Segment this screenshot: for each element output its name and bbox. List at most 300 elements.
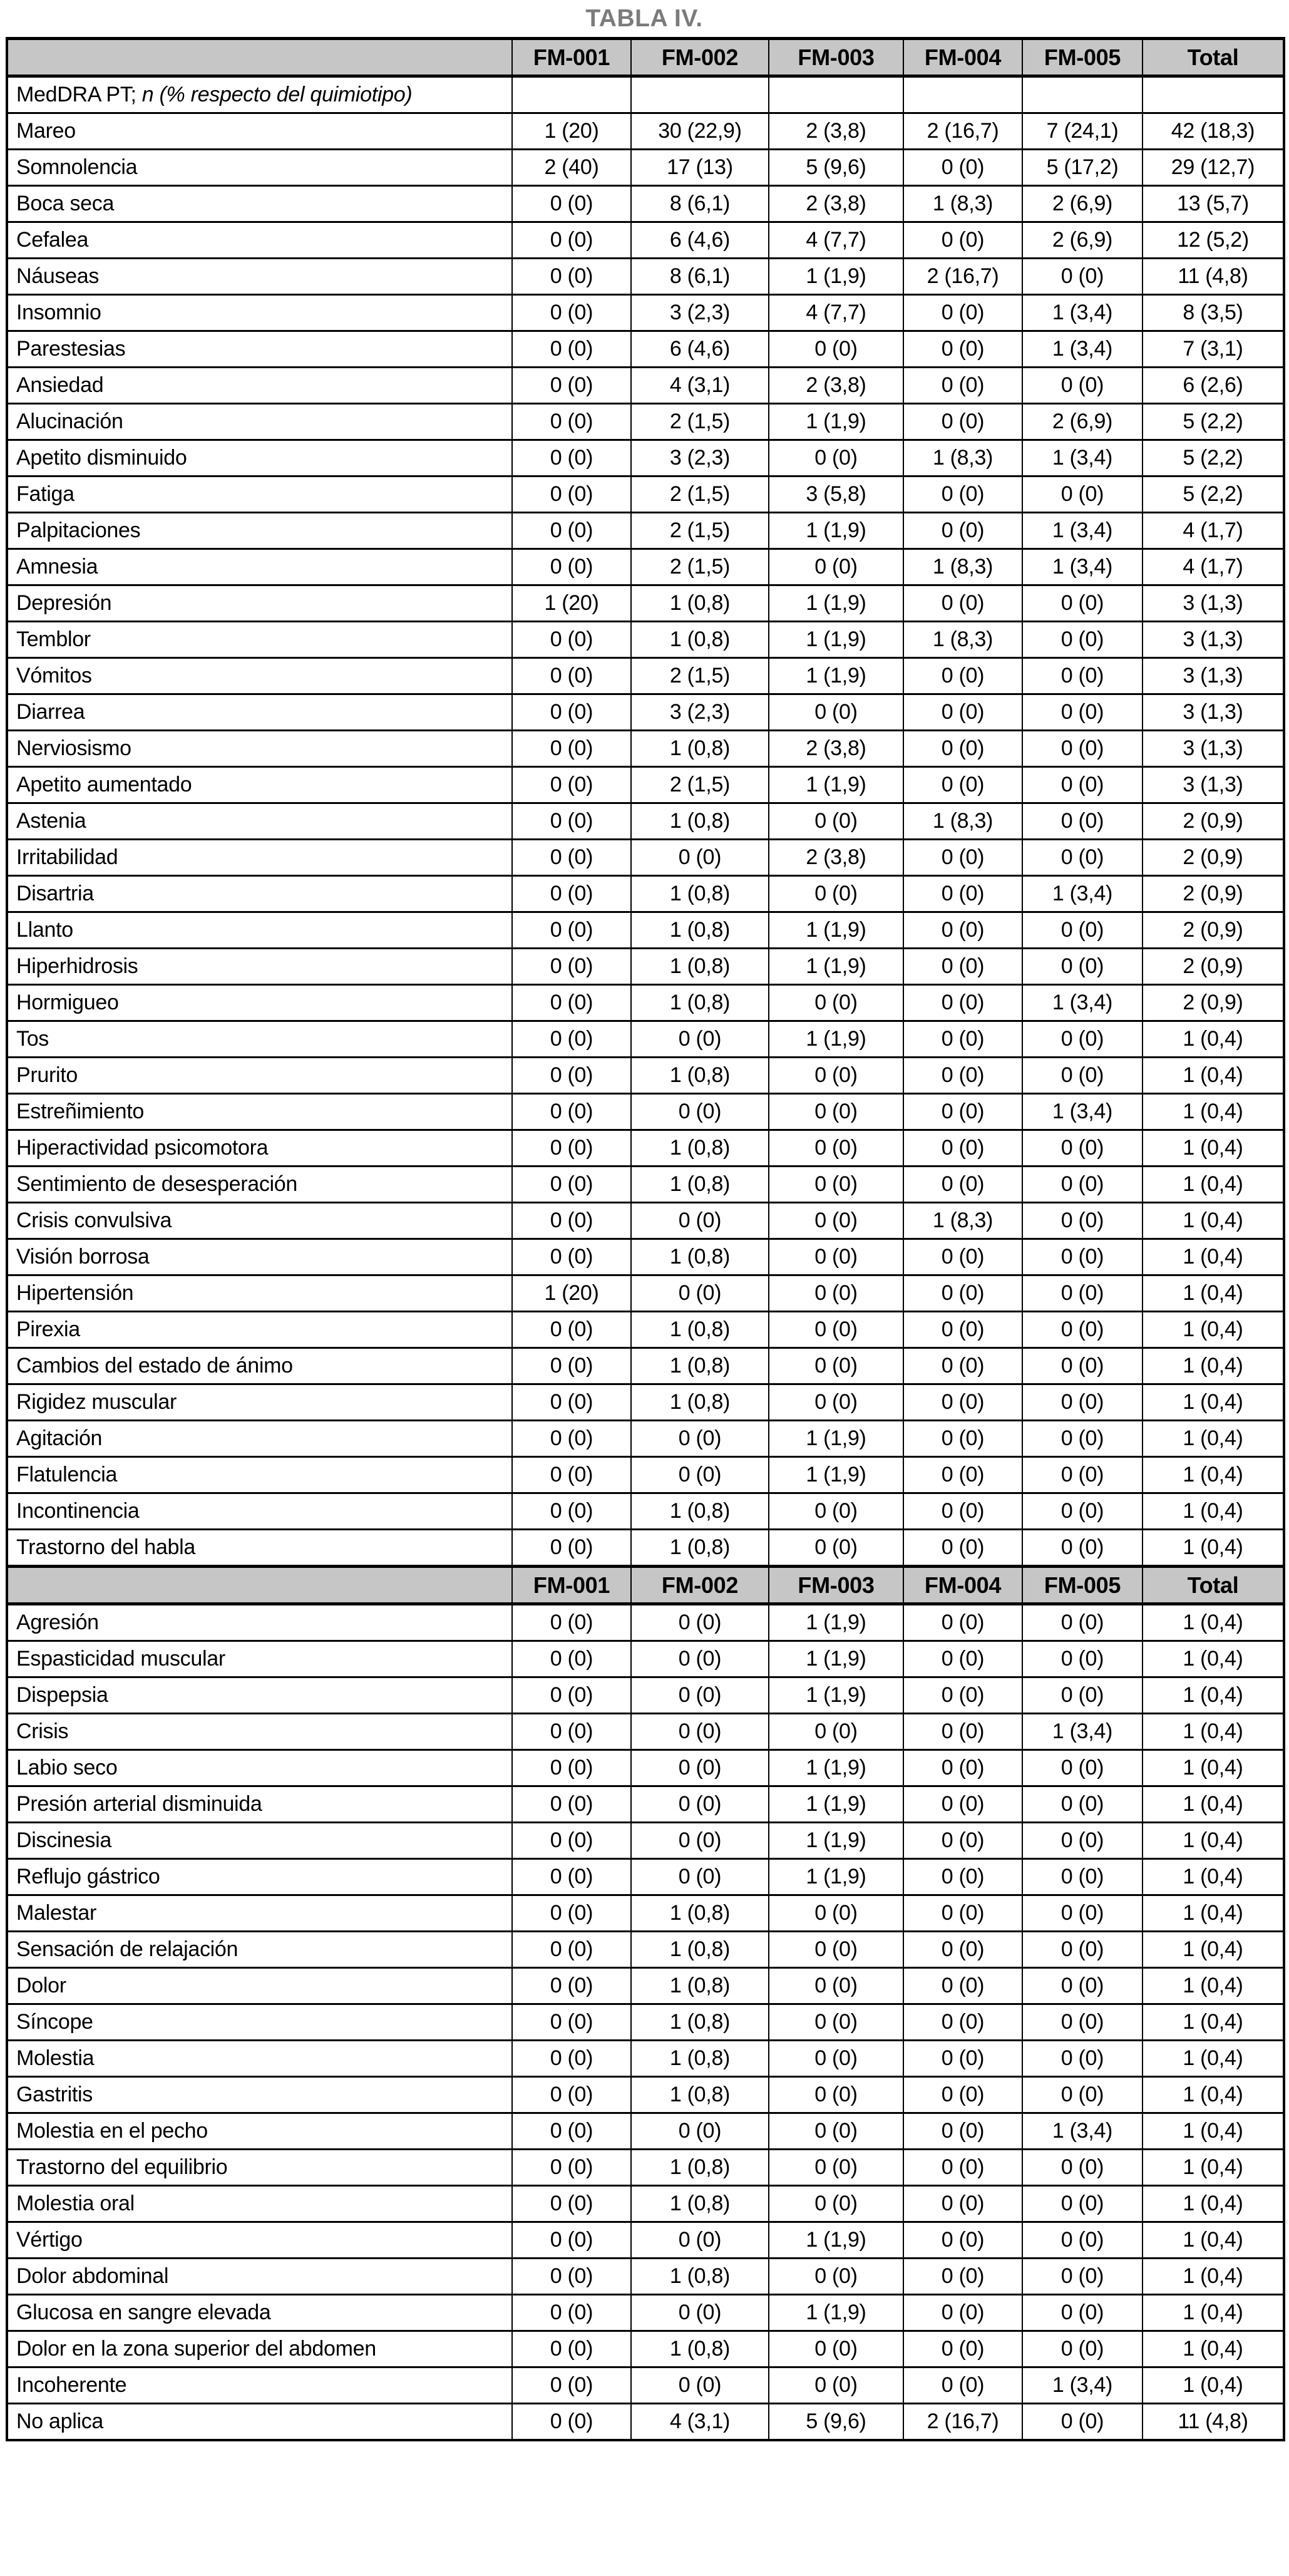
column-header-fm-005: FM-005	[1022, 1567, 1143, 1604]
row-label: Prurito	[7, 1058, 512, 1094]
cell-fm-002: 1 (0,8)	[631, 1932, 769, 1968]
cell-fm-004: 0 (0)	[903, 1968, 1022, 2004]
column-header-fm-005: FM-005	[1022, 39, 1143, 76]
cell-fm-005: 1 (3,4)	[1022, 876, 1143, 912]
cell-fm-003: 1 (1,9)	[769, 912, 903, 949]
cell-fm-001: 0 (0)	[512, 840, 631, 876]
cell-fm-003: 0 (0)	[769, 2186, 903, 2222]
table-row	[7, 658, 1284, 694]
table-row	[7, 2259, 1284, 2295]
row-label: Cambios del estado de ánimo	[7, 1348, 512, 1384]
table-row	[7, 767, 1284, 803]
empty-cell	[769, 76, 903, 113]
cell-fm-005: 0 (0)	[1022, 1604, 1143, 1641]
cell-fm-005: 0 (0)	[1022, 1058, 1143, 1094]
cell-fm-005: 0 (0)	[1022, 840, 1143, 876]
table-row	[7, 1750, 1284, 1786]
row-label: Molestia	[7, 2041, 512, 2077]
cell-fm-002: 1 (0,8)	[631, 622, 769, 658]
cell-fm-005: 0 (0)	[1022, 622, 1143, 658]
cell-fm-005: 0 (0)	[1022, 1750, 1143, 1786]
table-row	[7, 2367, 1284, 2404]
cell-fm-004: 0 (0)	[903, 1058, 1022, 1094]
table-row	[7, 2004, 1284, 2041]
row-label: Incoherente	[7, 2367, 512, 2404]
cell-fm-002: 3 (2,3)	[631, 440, 769, 477]
row-label: Disartria	[7, 876, 512, 912]
cell-total: 1 (0,4)	[1143, 2150, 1284, 2186]
cell-fm-001: 0 (0)	[512, 549, 631, 585]
cell-total: 1 (0,4)	[1143, 2331, 1284, 2367]
table-row	[7, 1130, 1284, 1167]
cell-fm-001: 0 (0)	[512, 2404, 631, 2441]
table-row	[7, 2404, 1284, 2441]
cell-fm-002: 17 (13)	[631, 150, 769, 186]
cell-total: 1 (0,4)	[1143, 1859, 1284, 1895]
cell-fm-004: 0 (0)	[903, 2150, 1022, 2186]
cell-fm-001: 0 (0)	[512, 1203, 631, 1239]
cell-fm-005: 0 (0)	[1022, 1384, 1143, 1421]
cell-fm-003: 1 (1,9)	[769, 658, 903, 694]
table-row	[7, 259, 1284, 295]
column-header-fm-003: FM-003	[769, 1567, 903, 1604]
cell-fm-002: 1 (0,8)	[631, 585, 769, 622]
cell-fm-002: 2 (1,5)	[631, 767, 769, 803]
cell-fm-002: 0 (0)	[631, 1714, 769, 1750]
cell-fm-003: 2 (3,8)	[769, 186, 903, 222]
cell-fm-001: 0 (0)	[512, 440, 631, 477]
cell-fm-005: 0 (0)	[1022, 2186, 1143, 2222]
cell-total: 1 (0,4)	[1143, 1641, 1284, 1677]
table-row	[7, 1530, 1284, 1567]
cell-fm-004: 0 (0)	[903, 2186, 1022, 2222]
table-row	[7, 331, 1284, 368]
cell-fm-005: 0 (0)	[1022, 2077, 1143, 2113]
cell-fm-001: 2 (40)	[512, 150, 631, 186]
row-label: Crisis	[7, 1714, 512, 1750]
cell-fm-001: 0 (0)	[512, 912, 631, 949]
row-label: Agresión	[7, 1604, 512, 1641]
cell-total: 1 (0,4)	[1143, 1239, 1284, 1275]
cell-fm-004: 0 (0)	[903, 2113, 1022, 2150]
cell-fm-003: 0 (0)	[769, 1094, 903, 1130]
cell-fm-004: 0 (0)	[903, 295, 1022, 331]
row-label: Llanto	[7, 912, 512, 949]
cell-fm-001: 0 (0)	[512, 1750, 631, 1786]
cell-fm-003: 0 (0)	[769, 1348, 903, 1384]
cell-fm-002: 0 (0)	[631, 1421, 769, 1457]
cell-total: 1 (0,4)	[1143, 1130, 1284, 1167]
row-label: No aplica	[7, 2404, 512, 2441]
cell-fm-001: 0 (0)	[512, 1384, 631, 1421]
table-subheader-row	[7, 76, 1284, 113]
cell-fm-005: 0 (0)	[1022, 2004, 1143, 2041]
cell-fm-001: 0 (0)	[512, 186, 631, 222]
row-label: Trastorno del habla	[7, 1530, 512, 1567]
row-label: Palpitaciones	[7, 513, 512, 549]
cell-total: 3 (1,3)	[1143, 731, 1284, 767]
cell-fm-001: 0 (0)	[512, 1530, 631, 1567]
row-label: Labio seco	[7, 1750, 512, 1786]
cell-total: 1 (0,4)	[1143, 1750, 1284, 1786]
cell-fm-002: 6 (4,6)	[631, 331, 769, 368]
cell-fm-003: 1 (1,9)	[769, 622, 903, 658]
cell-fm-005: 0 (0)	[1022, 1677, 1143, 1714]
cell-fm-004: 0 (0)	[903, 912, 1022, 949]
cell-fm-005: 0 (0)	[1022, 1530, 1143, 1567]
cell-fm-005: 2 (6,9)	[1022, 222, 1143, 259]
cell-total: 2 (0,9)	[1143, 985, 1284, 1021]
subheader-plain-text: MedDRA PT;	[16, 83, 142, 106]
cell-fm-005: 0 (0)	[1022, 2222, 1143, 2259]
column-header-fm-001: FM-001	[512, 39, 631, 76]
cell-fm-004: 0 (0)	[903, 1677, 1022, 1714]
cell-fm-002: 0 (0)	[631, 1823, 769, 1859]
cell-fm-003: 1 (1,9)	[769, 259, 903, 295]
row-label: Insomnio	[7, 295, 512, 331]
cell-fm-003: 0 (0)	[769, 2041, 903, 2077]
cell-total: 3 (1,3)	[1143, 585, 1284, 622]
cell-fm-001: 0 (0)	[512, 2186, 631, 2222]
cell-fm-005: 0 (0)	[1022, 1167, 1143, 1203]
table-row	[7, 585, 1284, 622]
cell-fm-003: 0 (0)	[769, 1275, 903, 1312]
cell-fm-001: 0 (0)	[512, 404, 631, 440]
cell-total: 3 (1,3)	[1143, 658, 1284, 694]
cell-fm-005: 0 (0)	[1022, 803, 1143, 840]
table-row	[7, 2113, 1284, 2150]
cell-total: 4 (1,7)	[1143, 513, 1284, 549]
cell-fm-003: 1 (1,9)	[769, 949, 903, 985]
cell-fm-003: 0 (0)	[769, 985, 903, 1021]
cell-fm-004: 0 (0)	[903, 1094, 1022, 1130]
cell-fm-003: 1 (1,9)	[769, 1823, 903, 1859]
cell-fm-004: 0 (0)	[903, 1275, 1022, 1312]
cell-total: 5 (2,2)	[1143, 440, 1284, 477]
cell-fm-001: 0 (0)	[512, 259, 631, 295]
row-label: Glucosa en sangre elevada	[7, 2295, 512, 2331]
cell-fm-003: 0 (0)	[769, 1312, 903, 1348]
row-label: Hiperactividad psicomotora	[7, 1130, 512, 1167]
cell-fm-004: 1 (8,3)	[903, 1203, 1022, 1239]
cell-fm-004: 0 (0)	[903, 658, 1022, 694]
cell-fm-003: 0 (0)	[769, 1493, 903, 1530]
row-label: Presión arterial disminuida	[7, 1786, 512, 1823]
cell-total: 1 (0,4)	[1143, 2041, 1284, 2077]
cell-fm-001: 1 (20)	[512, 585, 631, 622]
cell-fm-002: 1 (0,8)	[631, 912, 769, 949]
cell-fm-003: 2 (3,8)	[769, 840, 903, 876]
cell-fm-001: 0 (0)	[512, 331, 631, 368]
cell-fm-004: 0 (0)	[903, 222, 1022, 259]
cell-fm-002: 1 (0,8)	[631, 985, 769, 1021]
cell-fm-002: 1 (0,8)	[631, 1239, 769, 1275]
cell-total: 1 (0,4)	[1143, 1058, 1284, 1094]
cell-fm-001: 1 (20)	[512, 113, 631, 150]
cell-fm-004: 0 (0)	[903, 2367, 1022, 2404]
cell-fm-003: 0 (0)	[769, 1530, 903, 1567]
cell-fm-005: 0 (0)	[1022, 368, 1143, 404]
cell-fm-004: 0 (0)	[903, 949, 1022, 985]
cell-fm-004: 0 (0)	[903, 1384, 1022, 1421]
cell-fm-004: 0 (0)	[903, 2331, 1022, 2367]
cell-fm-001: 0 (0)	[512, 477, 631, 513]
cell-total: 1 (0,4)	[1143, 2186, 1284, 2222]
cell-fm-003: 0 (0)	[769, 1058, 903, 1094]
cell-fm-002: 0 (0)	[631, 1786, 769, 1823]
table-row	[7, 1021, 1284, 1058]
cell-fm-004: 0 (0)	[903, 1859, 1022, 1895]
row-label: Crisis convulsiva	[7, 1203, 512, 1239]
table-row	[7, 1895, 1284, 1932]
table-row	[7, 1384, 1284, 1421]
cell-fm-003: 2 (3,8)	[769, 731, 903, 767]
table-row	[7, 1457, 1284, 1493]
row-label: Vértigo	[7, 2222, 512, 2259]
cell-fm-001: 0 (0)	[512, 2222, 631, 2259]
table-row	[7, 186, 1284, 222]
cell-total: 6 (2,6)	[1143, 368, 1284, 404]
table-row	[7, 368, 1284, 404]
cell-fm-001: 0 (0)	[512, 1312, 631, 1348]
cell-fm-002: 2 (1,5)	[631, 477, 769, 513]
column-header-fm-003: FM-003	[769, 39, 903, 76]
cell-fm-002: 0 (0)	[631, 1203, 769, 1239]
table-row	[7, 622, 1284, 658]
cell-fm-004: 1 (8,3)	[903, 186, 1022, 222]
cell-fm-002: 1 (0,8)	[631, 1312, 769, 1348]
row-label: Mareo	[7, 113, 512, 150]
table-row	[7, 1058, 1284, 1094]
cell-fm-003: 1 (1,9)	[769, 1786, 903, 1823]
table-row	[7, 477, 1284, 513]
row-label: Sentimiento de desesperación	[7, 1167, 512, 1203]
cell-fm-005: 1 (3,4)	[1022, 513, 1143, 549]
cell-fm-005: 1 (3,4)	[1022, 1714, 1143, 1750]
table-row	[7, 1203, 1284, 1239]
table-row	[7, 150, 1284, 186]
row-label: Diarrea	[7, 694, 512, 731]
row-label: Boca seca	[7, 186, 512, 222]
cell-fm-002: 1 (0,8)	[631, 731, 769, 767]
empty-cell	[1022, 76, 1143, 113]
table-row	[7, 1421, 1284, 1457]
cell-fm-003: 2 (3,8)	[769, 368, 903, 404]
cell-fm-004: 1 (8,3)	[903, 440, 1022, 477]
cell-fm-004: 0 (0)	[903, 585, 1022, 622]
cell-fm-001: 0 (0)	[512, 1932, 631, 1968]
cell-fm-001: 0 (0)	[512, 1348, 631, 1384]
row-label: Parestesias	[7, 331, 512, 368]
cell-fm-004: 0 (0)	[903, 1714, 1022, 1750]
cell-fm-005: 0 (0)	[1022, 1457, 1143, 1493]
cell-fm-004: 0 (0)	[903, 1167, 1022, 1203]
row-label: Cefalea	[7, 222, 512, 259]
cell-fm-004: 0 (0)	[903, 840, 1022, 876]
cell-fm-004: 0 (0)	[903, 1895, 1022, 1932]
row-label: Incontinencia	[7, 1493, 512, 1530]
cell-total: 3 (1,3)	[1143, 694, 1284, 731]
cell-fm-005: 0 (0)	[1022, 912, 1143, 949]
cell-fm-004: 2 (16,7)	[903, 259, 1022, 295]
cell-fm-003: 0 (0)	[769, 876, 903, 912]
cell-fm-001: 0 (0)	[512, 2150, 631, 2186]
cell-fm-001: 0 (0)	[512, 368, 631, 404]
cell-fm-002: 0 (0)	[631, 2222, 769, 2259]
cell-fm-002: 1 (0,8)	[631, 2186, 769, 2222]
cell-fm-001: 0 (0)	[512, 1058, 631, 1094]
cell-fm-003: 5 (9,6)	[769, 150, 903, 186]
cell-fm-002: 1 (0,8)	[631, 1384, 769, 1421]
table-row	[7, 513, 1284, 549]
cell-fm-002: 30 (22,9)	[631, 113, 769, 150]
cell-fm-004: 0 (0)	[903, 1457, 1022, 1493]
row-label: Discinesia	[7, 1823, 512, 1859]
table-row	[7, 1604, 1284, 1641]
row-label: Molestia oral	[7, 2186, 512, 2222]
cell-total: 1 (0,4)	[1143, 1968, 1284, 2004]
cell-fm-002: 2 (1,5)	[631, 658, 769, 694]
cell-total: 3 (1,3)	[1143, 622, 1284, 658]
cell-fm-003: 3 (5,8)	[769, 477, 903, 513]
cell-fm-005: 0 (0)	[1022, 694, 1143, 731]
cell-fm-001: 0 (0)	[512, 295, 631, 331]
cell-fm-004: 0 (0)	[903, 1493, 1022, 1530]
cell-fm-002: 1 (0,8)	[631, 1130, 769, 1167]
row-label: Molestia en el pecho	[7, 2113, 512, 2150]
cell-fm-003: 0 (0)	[769, 1714, 903, 1750]
cell-fm-005: 5 (17,2)	[1022, 150, 1143, 186]
cell-fm-003: 4 (7,7)	[769, 295, 903, 331]
row-label: Náuseas	[7, 259, 512, 295]
cell-total: 3 (1,3)	[1143, 767, 1284, 803]
cell-total: 1 (0,4)	[1143, 1932, 1284, 1968]
row-label: Malestar	[7, 1895, 512, 1932]
cell-fm-004: 0 (0)	[903, 1239, 1022, 1275]
cell-fm-001: 0 (0)	[512, 1859, 631, 1895]
cell-fm-004: 0 (0)	[903, 1750, 1022, 1786]
cell-fm-005: 0 (0)	[1022, 1823, 1143, 1859]
cell-fm-005: 0 (0)	[1022, 1641, 1143, 1677]
table-row	[7, 731, 1284, 767]
cell-fm-002: 2 (1,5)	[631, 404, 769, 440]
cell-total: 1 (0,4)	[1143, 1275, 1284, 1312]
cell-fm-001: 0 (0)	[512, 1130, 631, 1167]
cell-total: 1 (0,4)	[1143, 1823, 1284, 1859]
cell-fm-004: 0 (0)	[903, 694, 1022, 731]
cell-fm-002: 6 (4,6)	[631, 222, 769, 259]
cell-fm-004: 1 (8,3)	[903, 622, 1022, 658]
cell-fm-004: 0 (0)	[903, 876, 1022, 912]
row-label: Depresión	[7, 585, 512, 622]
cell-fm-001: 0 (0)	[512, 1094, 631, 1130]
cell-fm-004: 0 (0)	[903, 767, 1022, 803]
column-header-blank	[7, 1567, 512, 1604]
cell-fm-003: 4 (7,7)	[769, 222, 903, 259]
cell-total: 42 (18,3)	[1143, 113, 1284, 150]
cell-total: 13 (5,7)	[1143, 186, 1284, 222]
table-row	[7, 1786, 1284, 1823]
table-header-row	[7, 39, 1284, 76]
cell-fm-003: 0 (0)	[769, 1932, 903, 1968]
cell-fm-003: 0 (0)	[769, 2004, 903, 2041]
cell-total: 1 (0,4)	[1143, 2367, 1284, 2404]
cell-fm-001: 0 (0)	[512, 1823, 631, 1859]
cell-total: 1 (0,4)	[1143, 1348, 1284, 1384]
cell-fm-005: 0 (0)	[1022, 1932, 1143, 1968]
cell-fm-004: 0 (0)	[903, 1604, 1022, 1641]
cell-fm-005: 2 (6,9)	[1022, 186, 1143, 222]
table-row	[7, 1641, 1284, 1677]
cell-fm-005: 0 (0)	[1022, 2331, 1143, 2367]
cell-total: 12 (5,2)	[1143, 222, 1284, 259]
subheader-italic-text: n (% respecto del quimiotipo)	[141, 83, 413, 106]
cell-fm-001: 0 (0)	[512, 513, 631, 549]
cell-fm-001: 0 (0)	[512, 1968, 631, 2004]
cell-fm-003: 2 (3,8)	[769, 113, 903, 150]
cell-fm-001: 0 (0)	[512, 1677, 631, 1714]
cell-fm-005: 0 (0)	[1022, 1239, 1143, 1275]
cell-fm-003: 1 (1,9)	[769, 2222, 903, 2259]
row-label: Ansiedad	[7, 368, 512, 404]
table-row	[7, 1167, 1284, 1203]
cell-fm-001: 0 (0)	[512, 2295, 631, 2331]
cell-fm-001: 0 (0)	[512, 2259, 631, 2295]
cell-fm-001: 0 (0)	[512, 1167, 631, 1203]
cell-fm-005: 0 (0)	[1022, 1130, 1143, 1167]
cell-fm-003: 0 (0)	[769, 440, 903, 477]
cell-fm-002: 1 (0,8)	[631, 1968, 769, 2004]
row-label: Hormigueo	[7, 985, 512, 1021]
cell-fm-004: 0 (0)	[903, 404, 1022, 440]
cell-fm-003: 1 (1,9)	[769, 1677, 903, 1714]
cell-fm-005: 1 (3,4)	[1022, 331, 1143, 368]
cell-fm-003: 0 (0)	[769, 2331, 903, 2367]
cell-total: 1 (0,4)	[1143, 1384, 1284, 1421]
cell-fm-004: 0 (0)	[903, 985, 1022, 1021]
cell-fm-003: 1 (1,9)	[769, 1604, 903, 1641]
cell-total: 2 (0,9)	[1143, 876, 1284, 912]
cell-fm-002: 1 (0,8)	[631, 2004, 769, 2041]
cell-total: 5 (2,2)	[1143, 477, 1284, 513]
cell-total: 1 (0,4)	[1143, 2113, 1284, 2150]
cell-total: 4 (1,7)	[1143, 549, 1284, 585]
cell-fm-005: 0 (0)	[1022, 1312, 1143, 1348]
cell-fm-001: 0 (0)	[512, 767, 631, 803]
cell-fm-002: 4 (3,1)	[631, 368, 769, 404]
cell-fm-004: 0 (0)	[903, 368, 1022, 404]
cell-fm-001: 0 (0)	[512, 1786, 631, 1823]
cell-fm-004: 0 (0)	[903, 1641, 1022, 1677]
cell-fm-002: 1 (0,8)	[631, 2150, 769, 2186]
cell-total: 8 (3,5)	[1143, 295, 1284, 331]
table-row	[7, 1312, 1284, 1348]
cell-fm-004: 0 (0)	[903, 2041, 1022, 2077]
cell-total: 1 (0,4)	[1143, 1493, 1284, 1530]
cell-fm-005: 0 (0)	[1022, 949, 1143, 985]
cell-fm-004: 0 (0)	[903, 1312, 1022, 1348]
cell-fm-005: 0 (0)	[1022, 1786, 1143, 1823]
table-row	[7, 1932, 1284, 1968]
cell-fm-002: 1 (0,8)	[631, 1895, 769, 1932]
row-label: Hiperhidrosis	[7, 949, 512, 985]
table-row	[7, 803, 1284, 840]
cell-fm-005: 0 (0)	[1022, 2041, 1143, 2077]
cell-total: 1 (0,4)	[1143, 1203, 1284, 1239]
row-label: Dolor en la zona superior del abdomen	[7, 2331, 512, 2367]
cell-fm-005: 0 (0)	[1022, 585, 1143, 622]
cell-fm-005: 0 (0)	[1022, 2404, 1143, 2441]
